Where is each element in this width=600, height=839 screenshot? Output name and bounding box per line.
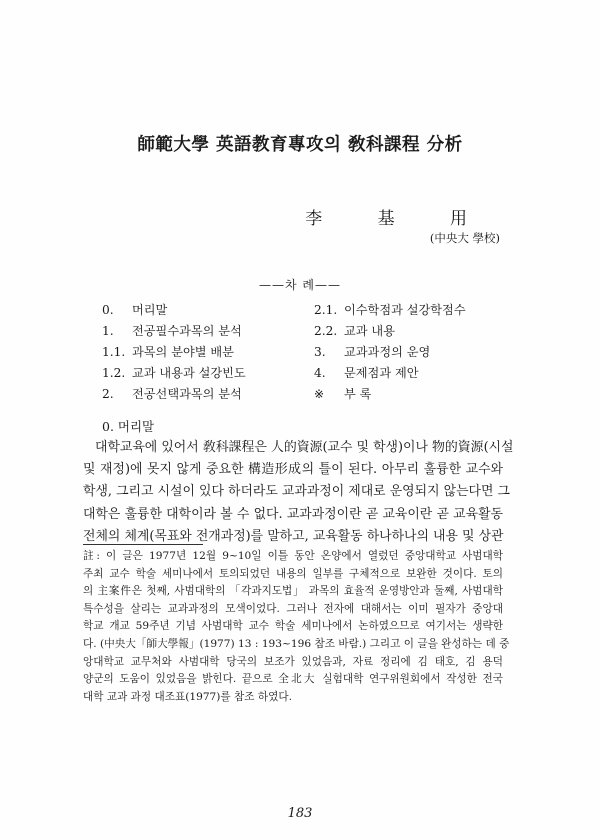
toc-item-label: 이수학점과 설강학점수	[344, 303, 466, 317]
footnote-line: 앙대학교 교무처와 사범대학 당국의 보조가 있었음과, 자료 정리에 김 태호, 김 용덕	[83, 655, 503, 668]
toc-item-label: 문제점과 제안	[344, 366, 419, 380]
toc-item-label: 부 록	[344, 387, 372, 401]
toc-item	[102, 321, 246, 342]
toc-item-label: 교과과정의 운영	[344, 345, 431, 359]
author-affiliation: (中央大 學校)	[429, 231, 500, 245]
footnote-line: 양군의 도움이 있었음을 밝힌다. 끝으로 全北大 실험대학 연구위원회에서 작성한 전국	[83, 673, 503, 686]
toc-item	[314, 363, 466, 384]
author-name: 李 基 用	[305, 209, 492, 229]
footnote-line: 학교 개교 59주년 기념 사범대학 교수 학술 세미나에서 논하였으므로 여기서는 생략한	[83, 620, 503, 633]
body-line: 및 재정)에 못지 않게 중요한 構造形成의 틀이 된다. 아무리 훌륭한 교수와	[83, 462, 503, 478]
toc-item-label: 전공필수과목의 분석	[132, 324, 242, 338]
toc-item-number: 1.1.	[102, 345, 126, 359]
toc-item-number: ※	[314, 387, 325, 401]
toc-item-label: 교과 내용	[344, 324, 395, 338]
toc-item	[314, 384, 466, 405]
body-line: 학생, 그리고 시설이 있다 하더라도 교과과정이 제대로 운영되지 않는다면 그	[83, 484, 510, 500]
page-number: 183	[287, 806, 313, 821]
toc-item-label: 교과 내용과 설강빈도	[132, 366, 246, 380]
body-line: 대학교육에 있어서 敎科課程은 人的資源(교수 및 학생)이나 物的資源(시설	[95, 440, 514, 455]
toc-item	[314, 321, 466, 342]
toc-item-number: 2.2.	[314, 324, 338, 338]
footnote-line: 대학 교과 과정 대조표(1977)를 참조 하였다.	[83, 690, 292, 703]
toc-item-label: 머리말	[132, 303, 168, 317]
section-heading: 0. 머리말	[102, 419, 155, 434]
toc-item	[314, 342, 466, 363]
footnote-line: 註: 이 글은 1977년 12월 9~10일 이틀 동안 온양에서 열렸던 중앙대학교 사범대학	[83, 550, 503, 562]
footnote-line: 주최 교수 학술 세미나에서 토의되었던 내용의 일부를 구체적으로 보완한 것이다. 토의	[83, 567, 503, 580]
toc-item-number: 4.	[314, 366, 326, 380]
footnote-line: 의 主案件은 첫째, 사범대학의 「각과지도법」 과목의 효율적 운영방안과 둘째, 사범대학	[83, 585, 503, 598]
toc-item	[102, 363, 246, 384]
footnote-divider	[83, 544, 203, 545]
toc-heading: ——차 례——	[259, 278, 341, 292]
body-line: 대학은 훌륭한 대학이라 볼 수 없다. 교과과정이란 곧 교육이란 곧 교육활동	[83, 506, 503, 522]
toc-item-number: 1.2.	[102, 366, 126, 380]
toc-item-number: 2.1.	[314, 303, 338, 317]
footnote-line: 다. (中央大「師大學報」(1977) 13 : 193~196 참조 바람.) 그리고 이 글을 완성하는 데 중	[83, 637, 510, 650]
toc-item-label: 과목의 분야별 배분	[132, 345, 234, 359]
toc-item-number: 3.	[314, 345, 326, 359]
footnote-line: 특수성을 살리는 교과과정의 모색이었다. 그러나 전자에 대해서는 이미 필자가 중앙대	[83, 602, 503, 615]
toc-item-number: 1.	[102, 324, 114, 338]
toc-item	[314, 300, 466, 321]
footnote	[83, 548, 510, 706]
toc-item-number: 0.	[102, 303, 114, 317]
body-line: 전체의 체계(목표와 전개과정)를 말하고, 교육활동 하나하나의 내용 및 상관	[83, 528, 504, 544]
toc-item-label: 전공선택과목의 분석	[132, 387, 242, 401]
toc-right-column	[314, 300, 466, 405]
paper-title: 師範大學 英語教育專攻의 敎科課程 分析	[137, 135, 463, 155]
toc-item	[102, 300, 246, 321]
body-text	[83, 437, 514, 548]
toc-item-number: 2.	[102, 387, 114, 401]
toc-item	[102, 384, 246, 405]
toc-left-column	[102, 300, 246, 405]
toc-item	[102, 342, 246, 363]
